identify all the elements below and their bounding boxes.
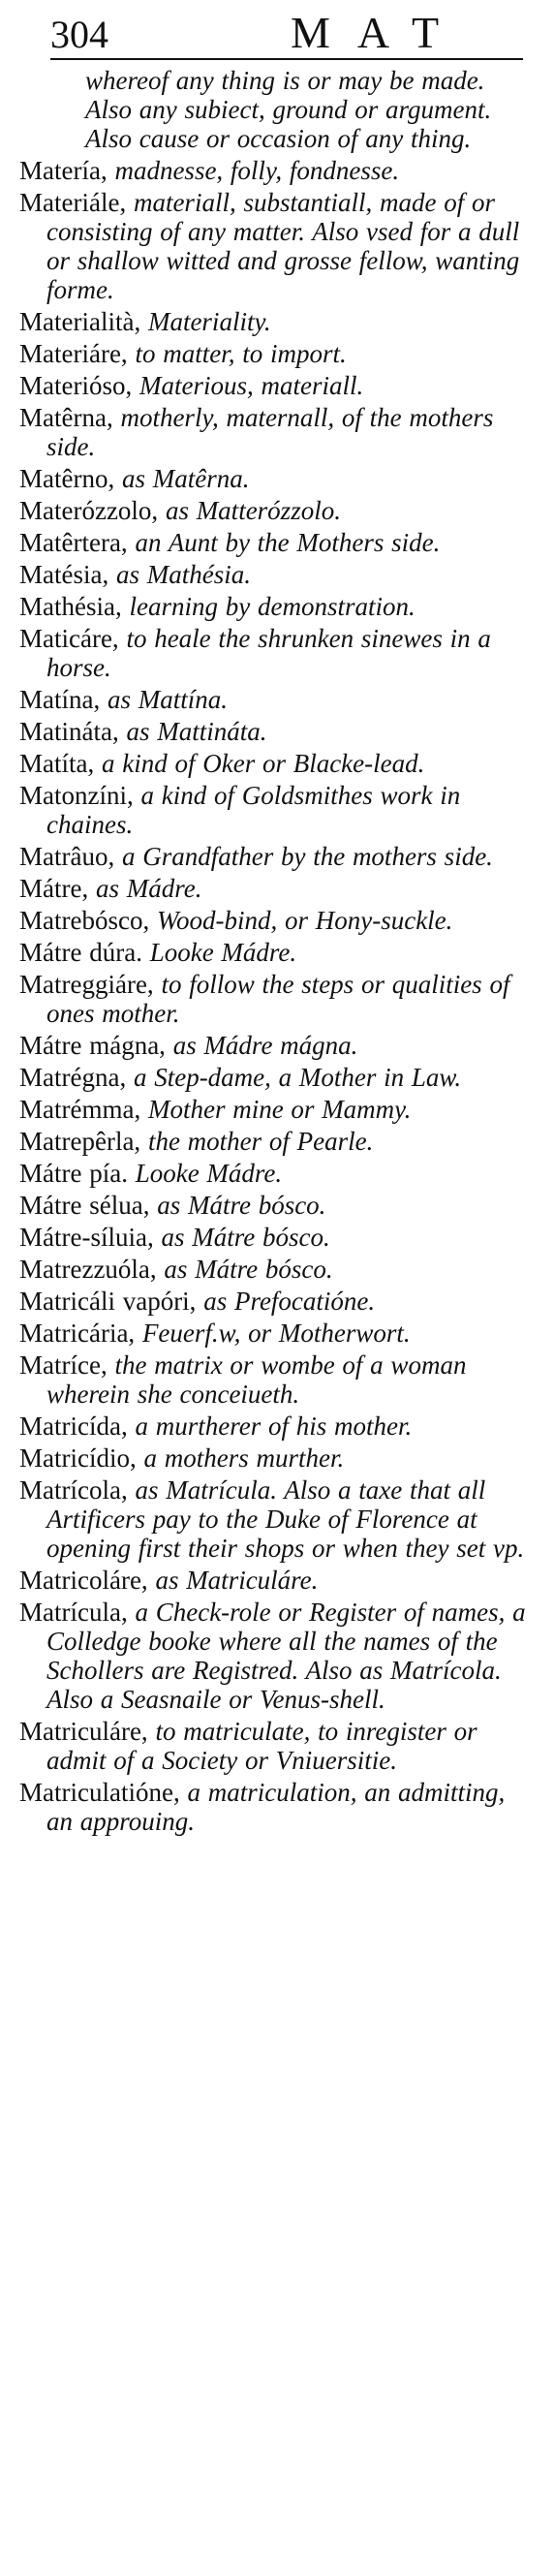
dictionary-entry xyxy=(19,1063,535,1092)
entry-headword: Matináta, xyxy=(19,717,119,746)
entry-definition: Looke Mádre. xyxy=(149,938,297,967)
dictionary-entry xyxy=(19,749,535,778)
dictionary-entry xyxy=(19,624,535,682)
entry-definition: Looke Mádre. xyxy=(135,1159,283,1188)
entry-definition: as Matêrna. xyxy=(121,464,250,493)
dictionary-entry xyxy=(19,1475,535,1563)
dictionary-entry xyxy=(19,717,535,746)
entry-definition: as Mátre bósco. xyxy=(164,1255,333,1284)
entry-definition: the matrix or wombe of a woman wherein she conceiueth. xyxy=(46,1350,467,1409)
entry-headword: Matricídio, xyxy=(19,1443,137,1473)
entry-headword: Materózzolo, xyxy=(19,496,159,525)
entry-headword: Matrégna, xyxy=(19,1063,127,1092)
dictionary-entry xyxy=(19,528,535,557)
dictionary-entry xyxy=(19,464,535,493)
entry-headword: Matína, xyxy=(19,685,101,714)
page-number: 304 xyxy=(50,13,108,56)
entry-definition: to follow the steps or qualities of ones mother. xyxy=(46,970,510,1028)
entry-headword: Matriculatióne, xyxy=(19,1778,180,1807)
dictionary-entry xyxy=(19,1255,535,1284)
dictionary-entry xyxy=(19,1566,535,1595)
entry-headword: Matrícula, xyxy=(19,1598,128,1627)
entry-definition: a Step-dame, a Mother in Law. xyxy=(133,1063,462,1092)
entry-definition: as Mádre mágna. xyxy=(172,1031,358,1060)
entry-definition: as Mattináta. xyxy=(126,717,267,746)
dictionary-entry xyxy=(19,1717,535,1775)
entry-headword: Matricáli vapóri, xyxy=(19,1287,197,1316)
entry-definition: whereof any thing is or may be made. Also any subiect, ground or argument. Also cause or occasion of any thing. xyxy=(85,66,492,153)
entry-headword: Matêrtera, xyxy=(19,528,128,557)
entry-definition: Mother mine or Mammy. xyxy=(147,1095,412,1124)
entry-headword: Mátre mágna, xyxy=(19,1031,166,1060)
entry-definition: Wood-bind, or Hony-suckle. xyxy=(156,906,453,935)
dictionary-entry xyxy=(19,1412,535,1441)
entry-definition: madnesse, folly, fondnesse. xyxy=(114,156,400,185)
page-header xyxy=(0,0,554,64)
dictionary-entry xyxy=(19,1095,535,1124)
header-rule xyxy=(50,58,523,60)
dictionary-entry xyxy=(19,1319,535,1348)
dictionary-entry xyxy=(19,1443,535,1473)
entry-definition: as Mattína. xyxy=(107,685,228,714)
entry-headword: Mátre-síluia, xyxy=(19,1223,154,1252)
entry-headword: Matêrna, xyxy=(19,403,113,432)
entry-definition: Materious, materiall. xyxy=(138,371,364,400)
dictionary-entry xyxy=(19,1598,535,1714)
entry-headword: Matíta, xyxy=(19,749,95,778)
dictionary-entry xyxy=(19,188,535,304)
entry-headword: Matonzíni, xyxy=(19,781,134,810)
entry-definition: a kind of Oker or Blacke-lead. xyxy=(101,749,425,778)
entry-headword: Mátre, xyxy=(19,874,89,903)
dictionary-entry xyxy=(19,1287,535,1316)
dictionary-entry xyxy=(19,874,535,903)
entry-headword: Matrepêrla, xyxy=(19,1127,141,1156)
entry-headword: Mátre pía. xyxy=(19,1159,128,1188)
entry-definition: a Check-role or Register of names, a Colledge booke where all the names of the Schollers are Registred. Also as Matrícola. Also a Seasnaile or Venus-shell. xyxy=(46,1598,526,1714)
dictionary-entry xyxy=(19,371,535,400)
entry-headword: Matricoláre, xyxy=(19,1566,148,1595)
entry-headword: Mathésia, xyxy=(19,592,122,621)
dictionary-entry xyxy=(19,560,535,589)
dictionary-entry xyxy=(19,781,535,839)
dictionary-entry xyxy=(19,938,535,967)
dictionary-entry xyxy=(19,1191,535,1220)
entry-headword: Matreggiáre, xyxy=(19,970,154,999)
dictionary-entry xyxy=(19,592,535,621)
dictionary-entry xyxy=(19,970,535,1028)
entry-headword: Materióso, xyxy=(19,371,133,400)
dictionary-entry xyxy=(19,1159,535,1188)
entry-definition: to matter, to import. xyxy=(135,339,347,368)
entry-definition: a matriculation, an admitting, an approuing. xyxy=(46,1778,506,1836)
entry-definition: as Matriculáre. xyxy=(155,1566,319,1595)
entry-headword: Matricída, xyxy=(19,1412,128,1441)
entry-definition: Feuerf.w, or Motherwort. xyxy=(141,1319,411,1348)
dictionary-entry xyxy=(19,842,535,871)
dictionary-entry xyxy=(19,496,535,525)
dictionary-entry xyxy=(19,1127,535,1156)
entry-definition: materiall, substantiall, made of or consisting of any matter. Also vsed for a dull or shallow witted and grosse fellow, wanting forme. xyxy=(46,188,520,304)
entry-headword: Matería, xyxy=(19,156,108,185)
entry-headword: Materialità, xyxy=(19,307,141,336)
entry-headword: Matésia, xyxy=(19,560,109,589)
dictionary-entry xyxy=(19,685,535,714)
entry-headword: Matrícola, xyxy=(19,1475,128,1505)
entry-headword: Materiále, xyxy=(19,188,127,217)
entry-definition: as Mádre. xyxy=(95,874,202,903)
entry-definition: as Mátre bósco. xyxy=(161,1223,330,1252)
entry-definition: motherly, maternall, of the mothers side. xyxy=(46,403,494,461)
entry-definition: an Aunt by the Mothers side. xyxy=(135,528,441,557)
entry-headword: Matriculáre, xyxy=(19,1717,148,1746)
entry-headword: Matrezzuóla, xyxy=(19,1255,157,1284)
dictionary-entry xyxy=(19,307,535,336)
entry-definition: as Mathésia. xyxy=(115,560,251,589)
entry-headword: Matrémma, xyxy=(19,1095,141,1124)
entry-headword: Matêrno, xyxy=(19,464,115,493)
entry-headword: Mátre sélua, xyxy=(19,1191,150,1220)
entry-headword: Matricária, xyxy=(19,1319,136,1348)
entry-definition: to matriculate, to inregister or admit of a Society or Vniuersitie. xyxy=(46,1717,477,1775)
entry-definition: as Prefocatióne. xyxy=(203,1287,376,1316)
dictionary-entry xyxy=(19,1223,535,1252)
running-head: MAT xyxy=(291,8,467,57)
dictionary-entry xyxy=(19,1350,535,1409)
entry-definition: to heale the shrunken sinewes in a horse. xyxy=(46,624,491,682)
entry-headword: Matrebósco, xyxy=(19,906,150,935)
entry-definition: a kind of Goldsmithes work in chaines. xyxy=(46,781,461,839)
entry-definition: a Grandfather by the mothers side. xyxy=(121,842,493,871)
entry-headword: Mátre dúra. xyxy=(19,938,142,967)
entry-headword: Matríce, xyxy=(19,1350,108,1380)
dictionary-entry xyxy=(19,339,535,368)
dictionary-entry xyxy=(19,1031,535,1060)
entry-definition: a murtherer of his mother. xyxy=(135,1412,413,1441)
dictionary-entries xyxy=(19,66,535,1839)
entry-definition: a mothers murther. xyxy=(143,1443,345,1473)
entry-definition: Materiality. xyxy=(147,307,271,336)
entry-headword: Materiáre, xyxy=(19,339,128,368)
dictionary-entry xyxy=(19,66,535,153)
dictionary-entry xyxy=(19,1778,535,1836)
dictionary-entry xyxy=(19,156,535,185)
dictionary-entry xyxy=(19,906,535,935)
entry-headword: Maticáre, xyxy=(19,624,119,653)
entry-definition: the mother of Pearle. xyxy=(147,1127,374,1156)
entry-definition: as Mátre bósco. xyxy=(157,1191,326,1220)
dictionary-entry xyxy=(19,403,535,461)
entry-definition: as Matterózzolo. xyxy=(165,496,341,525)
entry-headword: Matrâuo, xyxy=(19,842,115,871)
entry-definition: as Matrícula. Also a taxe that all Artificers pay to the Duke of Florence at opening first their shops or when they set vp. xyxy=(46,1475,525,1563)
entry-definition: learning by demonstration. xyxy=(129,592,416,621)
